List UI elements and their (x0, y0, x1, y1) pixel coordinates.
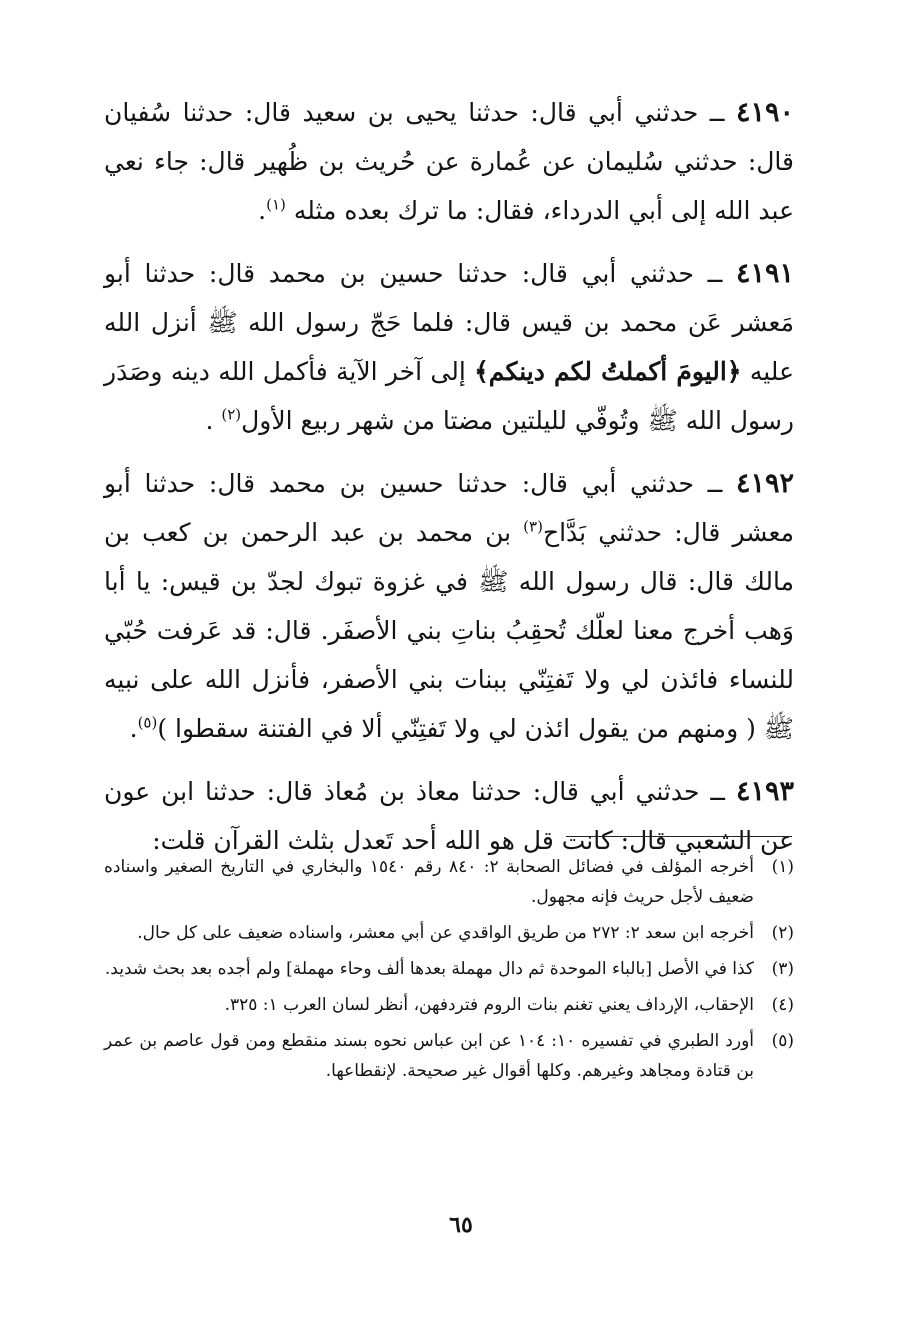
page-number: ٦٥ (449, 1212, 473, 1238)
footnote-1 (104, 852, 794, 912)
footnote-separator (566, 836, 792, 837)
footnote-text: أخرجه المؤلف في فضائل الصحابة ٢: ٨٤٠ رقم ١٥٤٠ والبخاري في التاريخ الصغير واسناده ضعيف لأجل حريث فإنه مجهول. (104, 857, 754, 907)
footnote-ref: (٥) (137, 713, 158, 732)
footnote-5 (104, 1026, 794, 1086)
footnote-3 (104, 954, 794, 984)
hadith-4191 (104, 249, 794, 445)
footnote-text: أورد الطبري في تفسيره ١٠: ١٠٤ عن ابن عباس نحوه بسند منقطع ومن قول عاصم بن عمر بن قتادة ومجاهد وغيرهم. وكلها أقوال غير صحيحة. لإنقطاعها. (104, 1031, 754, 1081)
hadith-number: ٤١٩٢ (735, 468, 794, 499)
period: . (205, 406, 214, 435)
hadith-number: ٤١٩٣ (735, 776, 794, 807)
footnote-text: الإحقاب، الإرداف يعني تغنم بنات الروم فتردفهن، أنظر لسان العرب ١: ٣٢٥. (224, 995, 754, 1015)
footnote-ref: (١) (266, 195, 286, 214)
hadith-text: ــ حدثني أبي قال: حدثنا حسين بن محمد قال: حدثنا أبو معشر قال: حدثني بَدَّاح (104, 469, 795, 547)
footnote-number: (٤) (771, 995, 794, 1015)
footnote-text: كذا في الأصل [بالباء الموحدة ثم دال مهملة بعدها ألف وحاء مهملة] ولم أجده بعد بحث شديد. (104, 959, 754, 979)
hadith-number: ٤١٩٠ (736, 97, 795, 128)
hadith-text-cont: بن محمد بن عبد الرحمن بن كعب بن مالك قال: قال رسول الله ﷺ في غزوة تبوك لجدّ بن قيس: يا أبا وَهب أخرج معنا لعلّك تُحقِبُ بناتِ بني الأصفَر. قال: قد عَرفت حُبّي للنساء فائذن لي ولا تَفتِنّي ببنات بني الأصفر، فأنزل الله على نبيه ﷺ ( ومنهم من يقول ائذن لي ولا تَفتِنّي ألا في الفتنة سقطوا ) (104, 518, 794, 743)
main-text (104, 88, 794, 879)
footnote-ref: (٢) (221, 405, 242, 424)
footnote-4 (104, 990, 794, 1020)
footnote-number: (٢) (771, 923, 794, 943)
hadith-text-cont: إلى آخر الآية فأكمل الله دينه وصَدَر رسول الله ﷺ وتُوفّي لليلتين مضتا من شهر ربيع الأول (104, 357, 794, 435)
hadith-text: ــ حدثني أبي قال: حدثنا يحيى بن سعيد قال: حدثنا سُفيان قال: حدثني سُليمان عن عُمارة عن حُريث بن ظُهير قال: جاء نعي عبد الله إلى أبي الدرداء، فقال: ما ترك بعده مثله (104, 98, 794, 225)
footnote-ref: (٣) (523, 517, 543, 536)
period: . (129, 714, 138, 743)
footnote-number: (١) (771, 857, 794, 877)
hadith-text: ــ حدثني أبي قال: حدثنا حسين بن محمد قال: حدثنا أبو مَعشر عَن محمد بن قيس قال: فلما حَجّ رسول الله ﷺ أنزل الله عليه (104, 259, 794, 386)
hadith-4193 (104, 767, 794, 865)
hadith-4192 (104, 459, 794, 753)
footnote-number: (٣) (771, 959, 794, 979)
period: . (258, 196, 267, 225)
hadith-text: ــ حدثني أبي قال: حدثنا معاذ بن مُعاذ قال: حدثنا ابن عون عن الشعبي قال: كانت قل هو الله أحد تَعدل بثلث القرآن قلت: (104, 777, 794, 855)
hadith-number: ٤١٩١ (735, 258, 794, 289)
quran-quote: ﴿اليومَ أكملتُ لكم دينكم﴾ (474, 357, 742, 386)
hadith-4190 (104, 88, 794, 235)
footnote-text: أخرجه ابن سعد ٢: ٢٧٢ من طريق الواقدي عن أبي معشر، واسناده ضعيف على كل حال. (137, 923, 754, 943)
footnotes (104, 852, 794, 1092)
footnote-number: (٥) (771, 1031, 794, 1051)
footnote-2 (104, 918, 794, 948)
